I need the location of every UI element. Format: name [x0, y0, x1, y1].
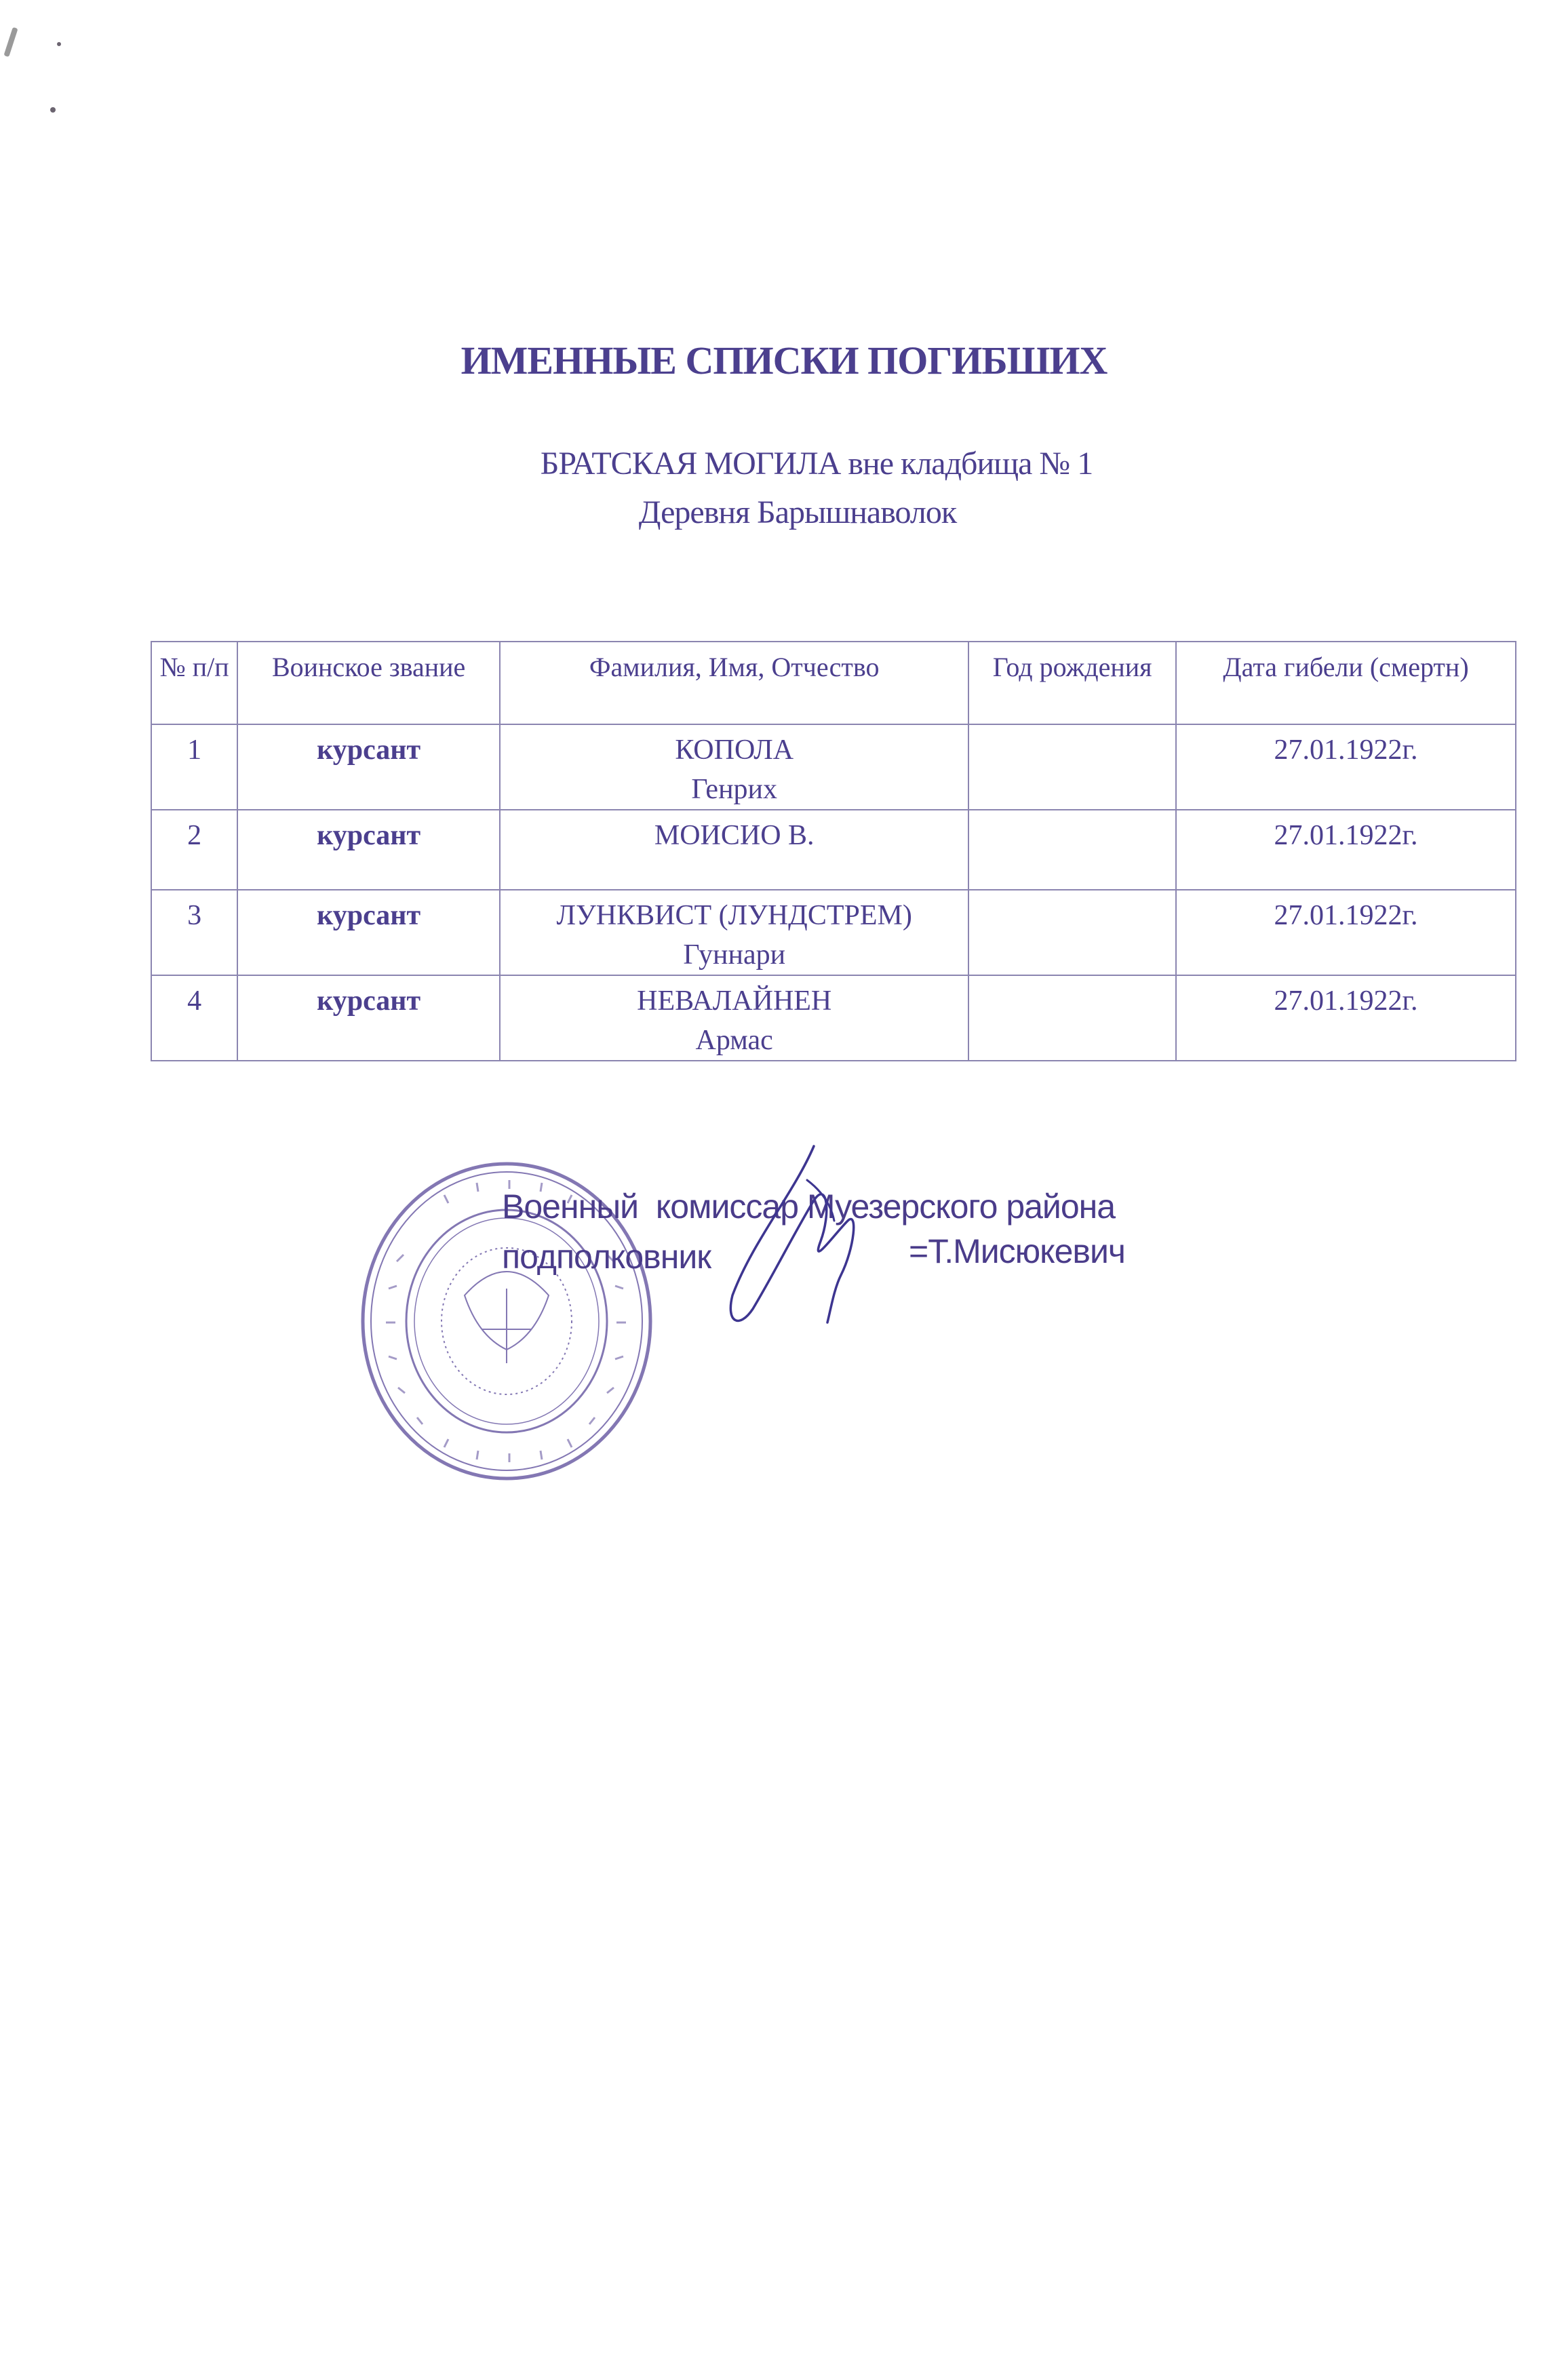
cell-given-name: Генрих — [691, 774, 778, 805]
village-name: Деревня Барышнаволок — [638, 494, 957, 530]
header-num: № п/п — [151, 642, 237, 724]
header-rank: Воинское звание — [237, 642, 500, 724]
header-name: Фамилия, Имя, Отчество — [500, 642, 968, 724]
table-row — [151, 724, 1516, 810]
commissar-rank: подполковник — [502, 1238, 711, 1276]
cell-surname: МОИСИО В. — [654, 820, 815, 851]
cell-surname: КОПОЛА — [675, 734, 794, 766]
cell-year — [968, 810, 1176, 890]
speck-mark — [50, 107, 56, 113]
document-subtitle — [0, 439, 1568, 537]
cell-date: 27.01.1922г. — [1176, 890, 1516, 975]
table-row — [151, 890, 1516, 975]
cell-date: 27.01.1922г. — [1176, 975, 1516, 1061]
cell-given-name: Армас — [695, 1025, 773, 1056]
header-date: Дата гибели (смертн) — [1176, 642, 1516, 724]
cell-date: 27.01.1922г. — [1176, 724, 1516, 810]
cell-rank: курсант — [237, 724, 500, 810]
cell-rank: курсант — [237, 810, 500, 890]
cell-num: 1 — [151, 724, 237, 810]
cell-num: 4 — [151, 975, 237, 1061]
table-row — [151, 810, 1516, 890]
cell-name — [500, 724, 968, 810]
cell-num: 3 — [151, 890, 237, 975]
cell-name — [500, 890, 968, 975]
cell-name — [500, 810, 968, 890]
speck-mark — [57, 42, 61, 46]
cell-year — [968, 890, 1176, 975]
cell-given-name: Гуннари — [683, 939, 786, 971]
cell-num: 2 — [151, 810, 237, 890]
cell-rank: курсант — [237, 890, 500, 975]
header-year: Год рождения — [968, 642, 1176, 724]
cell-year — [968, 724, 1176, 810]
cell-surname: ЛУНКВИСТ (ЛУНДСТРЕМ) — [556, 900, 912, 931]
table-header-row — [151, 642, 1516, 724]
handwritten-signature — [712, 1139, 916, 1343]
signer-name: =Т.Мисюкевич — [909, 1232, 1125, 1270]
commissar-position: Военный комиссар Муезерского района — [502, 1188, 1116, 1226]
document-title: ИМЕННЫЕ СПИСКИ ПОГИБШИХ — [460, 338, 1108, 383]
cell-year — [968, 975, 1176, 1061]
speck-mark — [3, 27, 18, 57]
table-row — [151, 975, 1516, 1061]
grave-description: БРАТСКАЯ МОГИЛА вне кладбища № 1 — [540, 446, 1093, 482]
cell-rank: курсант — [237, 975, 500, 1061]
cell-surname: НЕВАЛАЙНЕН — [637, 985, 832, 1017]
cell-date: 27.01.1922г. — [1176, 810, 1516, 890]
cell-name — [500, 975, 968, 1061]
casualty-table — [151, 641, 1516, 1061]
